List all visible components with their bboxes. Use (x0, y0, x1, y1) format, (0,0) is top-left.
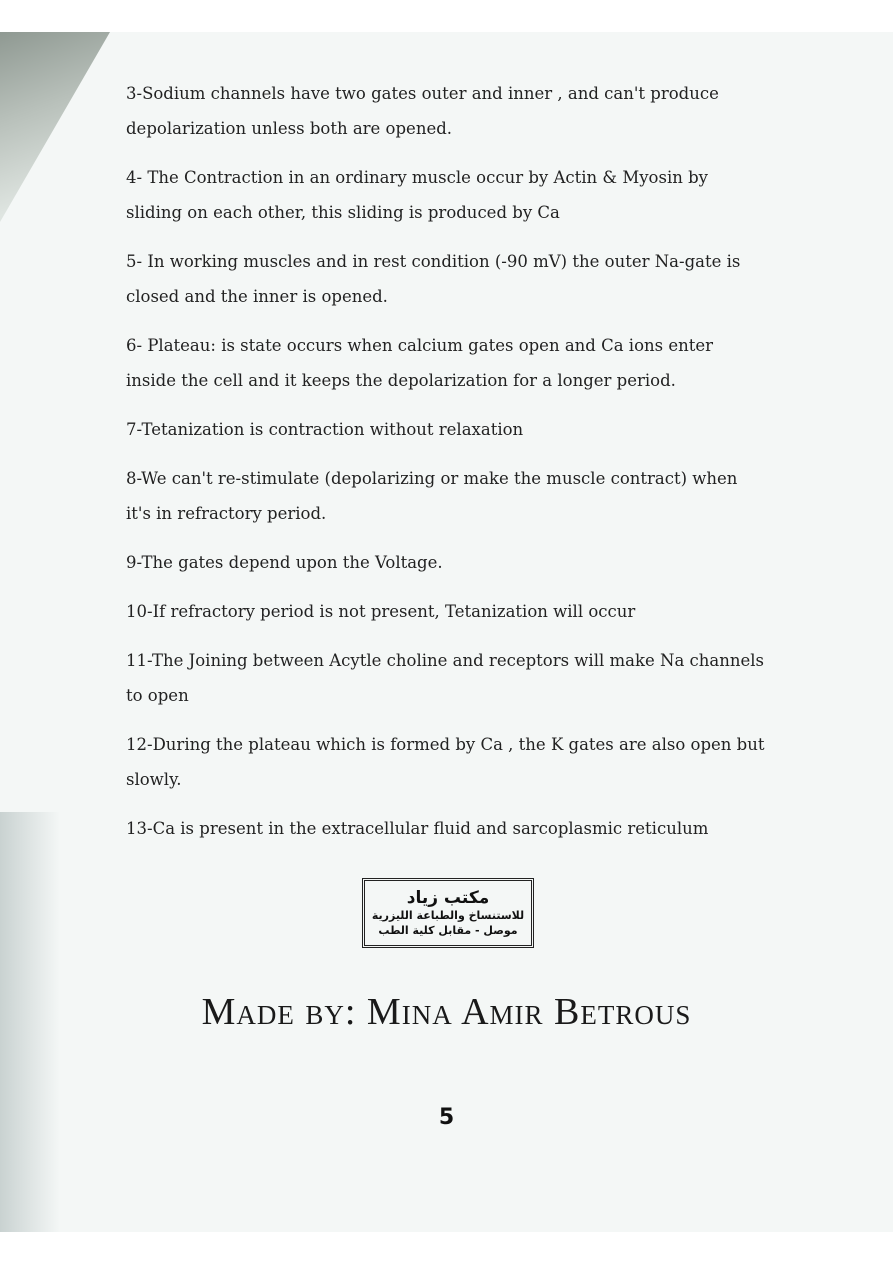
note-item: 5- In working muscles and in rest condition (-90 mV) the outer Na-gate is closed and the inner is opened. (126, 252, 741, 306)
notes-list (126, 76, 766, 860)
note-item: 13-Ca is present in the extracellular fluid and sarcoplasmic reticulum (126, 819, 709, 838)
document-page (0, 32, 893, 1232)
author-credit: Made by: Mina Amir Betrous (201, 991, 692, 1033)
stamp-line-3: موصل - مقابل كلية الطب (378, 924, 518, 937)
note-item: 6- Plateau: is state occurs when calcium gates open and Ca ions enter inside the cell and it keeps the depolarization for a longer period. (126, 336, 714, 390)
note-item: 8-We can't re-stimulate (depolarizing or make the muscle contract) when it's in refractory period. (126, 469, 738, 523)
note-item: 11-The Joining between Acytle choline and receptors will make Na channels to open (126, 651, 764, 705)
note-item: 9-The gates depend upon the Voltage. (126, 553, 443, 572)
stamp-line-1: مكتب زياد (406, 888, 490, 908)
note-item: 10-If refractory period is not present, Tetanization will occur (126, 602, 636, 621)
note-item: 7-Tetanization is contraction without relaxation (126, 420, 524, 439)
page-fold-corner (0, 32, 110, 222)
page-number: 5 (438, 1105, 455, 1130)
stamp-line-2: للاستنساخ والطباعة الليزرية (371, 909, 525, 922)
note-item: 4- The Contraction in an ordinary muscle occur by Actin & Myosin by sliding on each other, this sliding is produced by Ca (126, 168, 708, 222)
note-item: 3-Sodium channels have two gates outer and inner , and can't produce depolarization unless both are opened. (126, 84, 719, 138)
note-item: 12-During the plateau which is formed by Ca , the K gates are also open but slowly. (126, 735, 765, 789)
print-shop-stamp (362, 878, 534, 948)
